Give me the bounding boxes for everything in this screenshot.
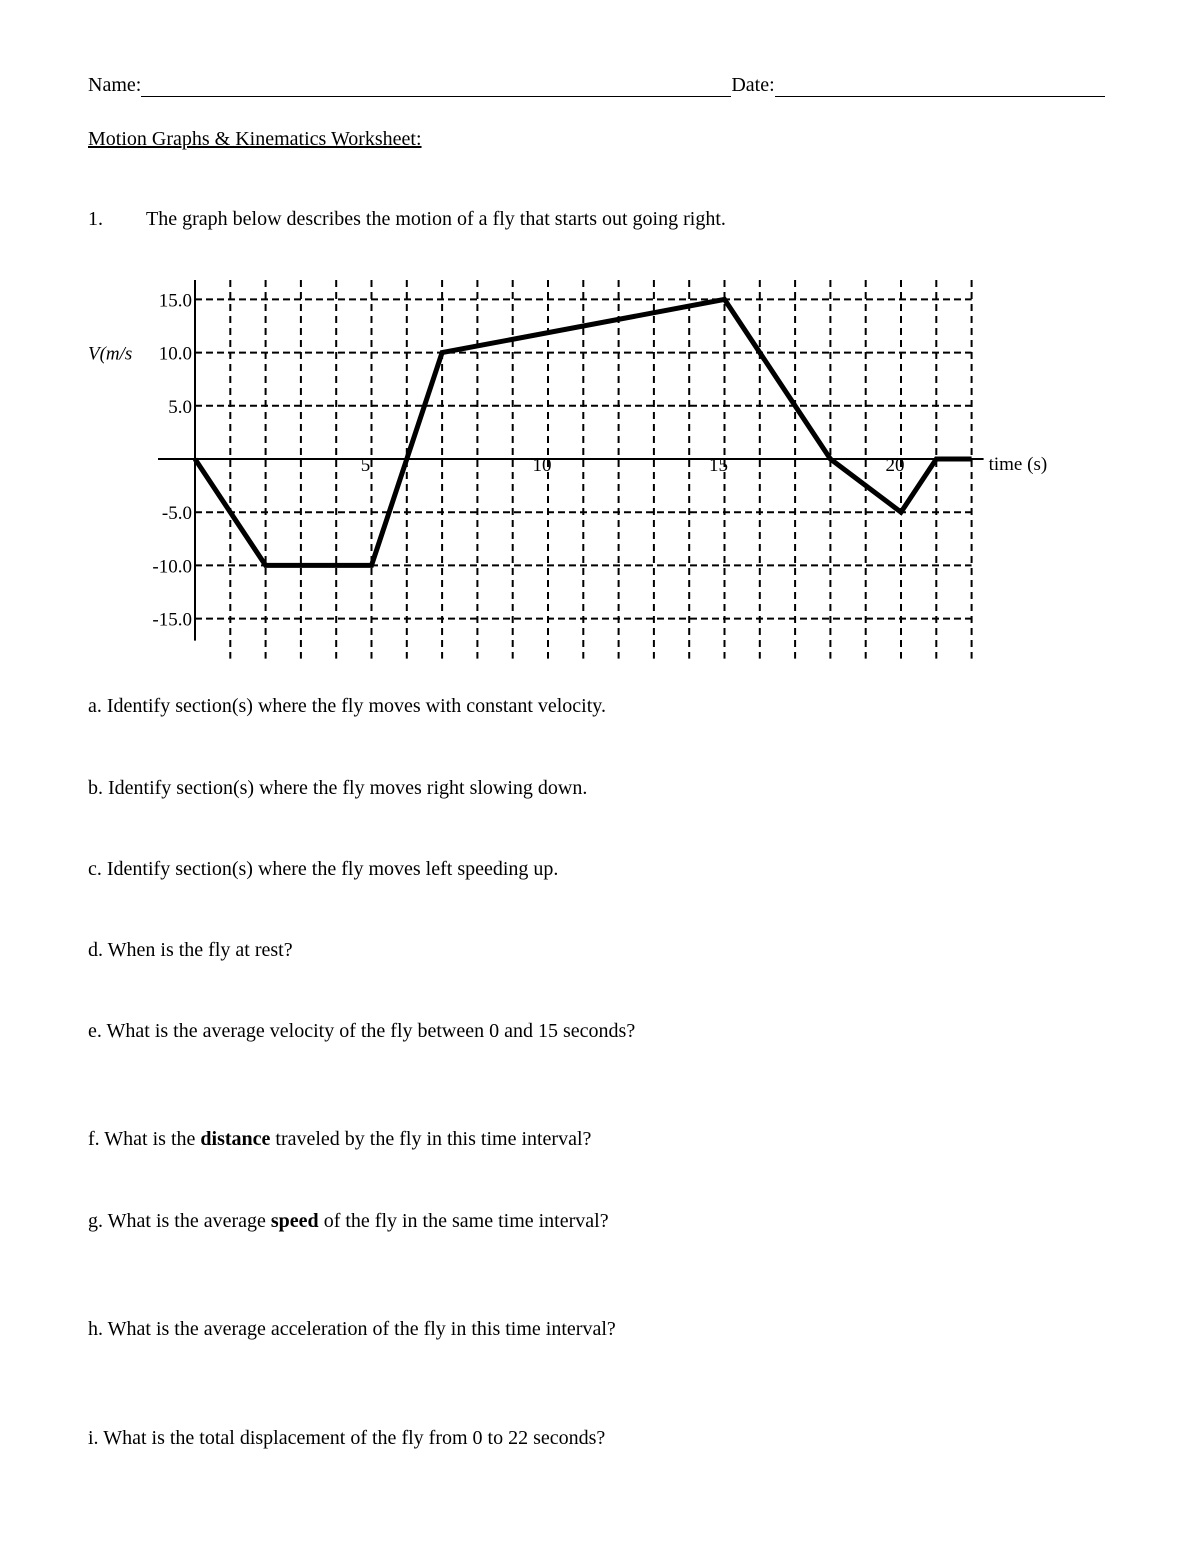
x-tick-label: 20 (885, 455, 905, 476)
y-tick-label: 10.0 (158, 343, 192, 365)
question-a (88, 695, 606, 718)
question-text-end: of the fly in the same time interval? (318, 1210, 609, 1232)
velocity-time-chart (0, 270, 1200, 670)
question-text: d. When is the fly at rest? (88, 939, 293, 961)
name-field[interactable] (88, 74, 1105, 97)
y-tick-label: -10.0 (152, 556, 192, 578)
y-tick-label: 15.0 (158, 290, 192, 312)
question-b (88, 777, 587, 800)
x-tick-label: 10 (532, 455, 552, 476)
x-axis-label: time (s) (988, 454, 1048, 475)
question-text: a. Identify section(s) where the fly moves with constant velocity. (88, 695, 606, 717)
question-e (88, 1020, 635, 1043)
name-blank[interactable] (141, 76, 731, 97)
question-text: f. What is the (88, 1128, 201, 1150)
axes (158, 280, 984, 641)
date-label: Date: (731, 74, 775, 96)
question-text: b. Identify section(s) where the fly moves right slowing down. (88, 777, 588, 799)
question-i (88, 1427, 605, 1450)
question-emphasis: speed (270, 1210, 319, 1232)
title-text: Motion Graphs & Kinematics Worksheet: (88, 128, 422, 150)
question-text-end: traveled by the fly in this time interval? (270, 1128, 592, 1150)
question-c (88, 858, 558, 881)
question-emphasis: distance (200, 1128, 271, 1150)
worksheet-title (88, 128, 422, 151)
question-text: h. What is the average acceleration of the fly in this time interval? (88, 1318, 616, 1340)
question-text: The graph below describes the motion of a fly that starts out going right. (146, 208, 726, 230)
y-axis-label: V(m/s (88, 343, 133, 365)
question-text: i. What is the total displacement of the fly from 0 to 22 seconds? (88, 1427, 606, 1449)
question-text: c. Identify section(s) where the fly moves left speeding up. (88, 858, 559, 880)
question-d (88, 939, 293, 962)
question-h (88, 1318, 616, 1341)
x-tick-label: 5 (360, 455, 371, 476)
question-number: 1. (88, 208, 103, 230)
x-tick-label: 15 (709, 455, 728, 476)
date-blank[interactable] (775, 76, 1105, 97)
question-g (88, 1210, 609, 1233)
y-tick-label: -5.0 (161, 503, 192, 525)
name-label: Name: (88, 74, 142, 96)
y-tick-label: 5.0 (168, 396, 192, 418)
tick-labels (88, 290, 1047, 630)
question-text: e. What is the average velocity of the fly between 0 and 15 seconds? (88, 1020, 636, 1042)
question-text: g. What is the average (88, 1210, 271, 1232)
grid (195, 280, 972, 659)
question-1 (88, 208, 726, 231)
y-tick-label: -15.0 (152, 609, 192, 631)
question-f (88, 1128, 591, 1151)
